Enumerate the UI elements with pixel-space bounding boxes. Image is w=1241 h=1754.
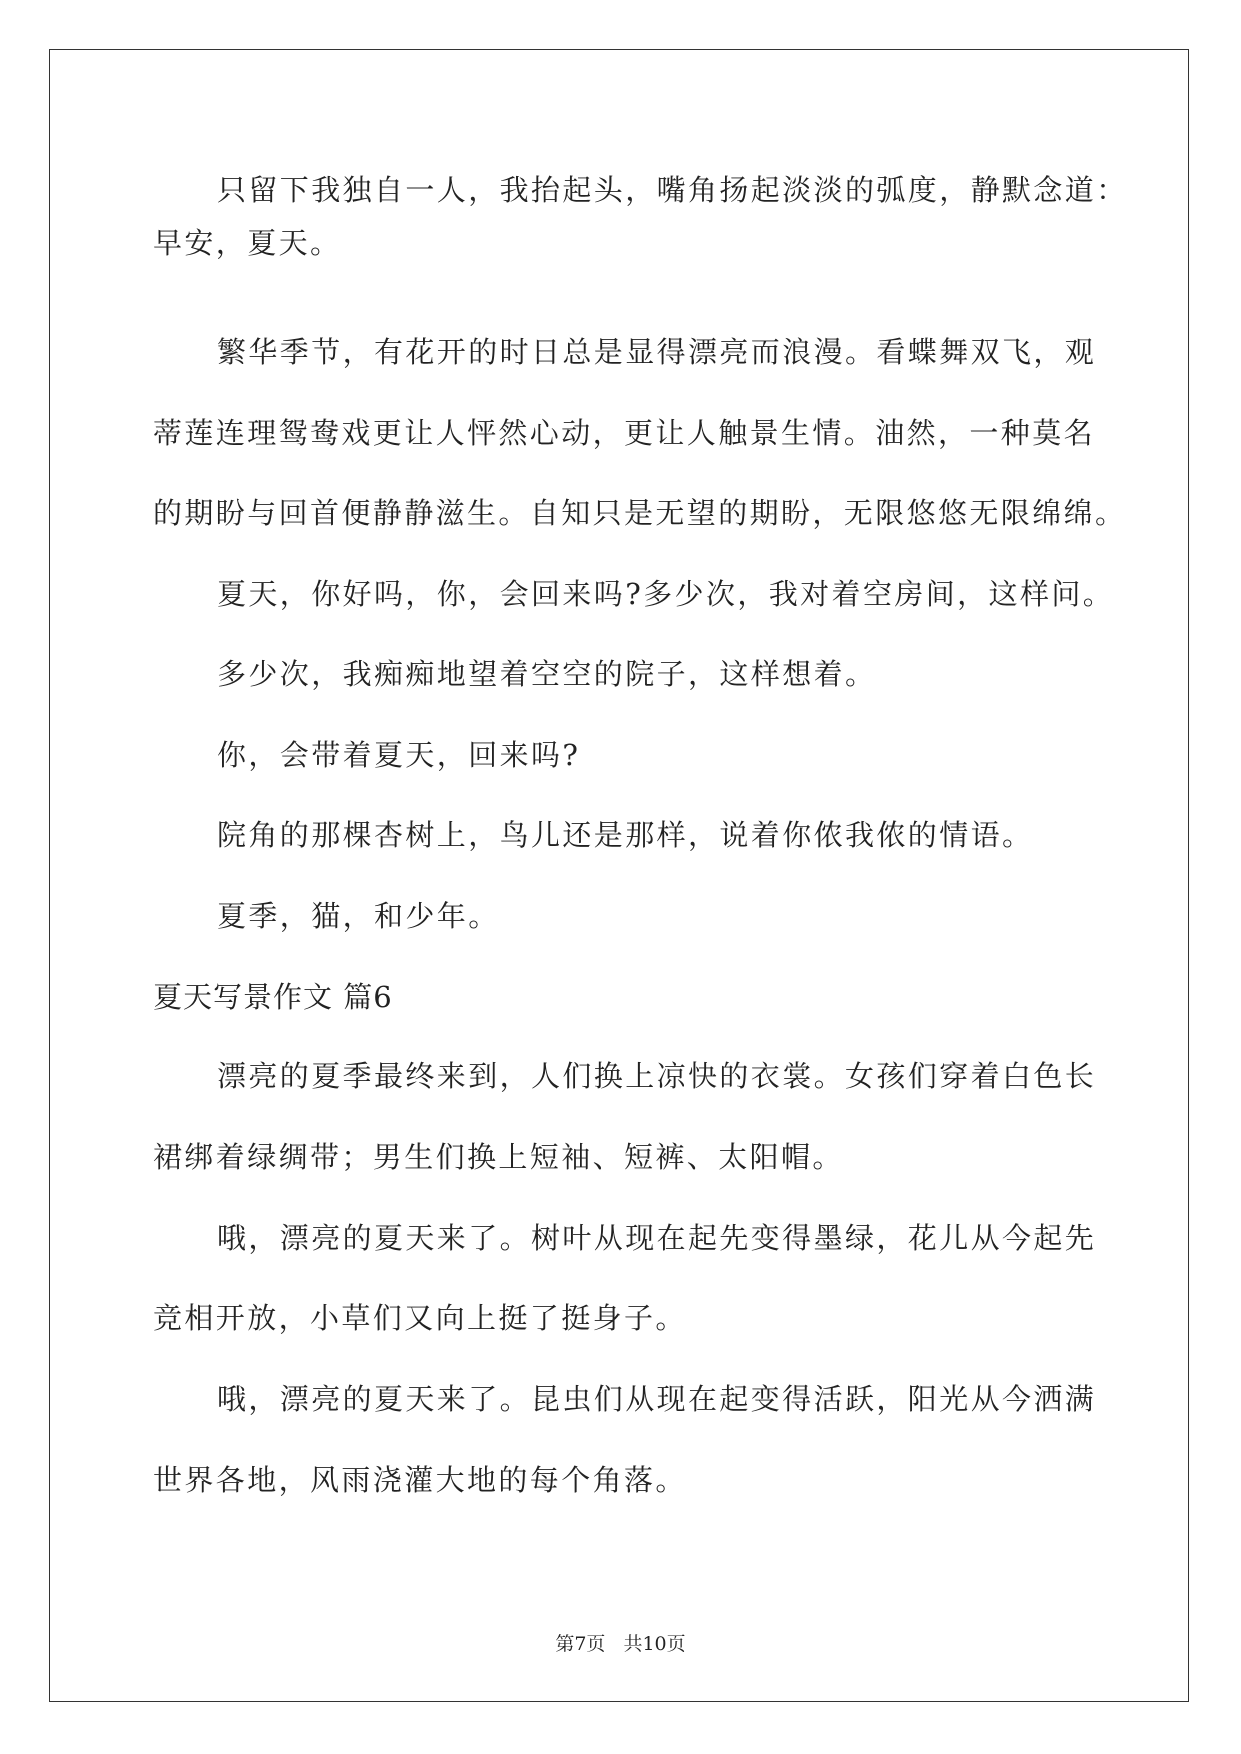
paragraph-line: 的期盼与回首便静静滋生。自知只是无望的期盼，无限悠悠无限绵绵。 xyxy=(153,496,1127,530)
paragraph-line: 裙绑着绿绸带；男生们换上短袖、短裤、太阳帽。 xyxy=(153,1140,844,1174)
paragraph-line: 蒂莲连理鸳鸯戏更让人怦然心动，更让人触景生情。油然，一种莫名 xyxy=(153,416,1096,450)
paragraph-line: 夏天，你好吗，你，会回来吗?多少次，我对着空房间，这样问。 xyxy=(217,577,1115,611)
paragraph-line: 繁华季节，有花开的时日总是显得漂亮而浪漫。看蝶舞双飞，观 xyxy=(217,335,1097,369)
paragraph-line: 漂亮的夏季最终来到，人们换上凉快的衣裳。女孩们穿着白色长 xyxy=(217,1059,1097,1093)
paragraph-line: 院角的那棵杏树上，鸟儿还是那样，说着你侬我侬的情语。 xyxy=(217,818,1034,852)
paragraph-line: 你，会带着夏天，回来吗? xyxy=(217,738,581,772)
paragraph-line: 早安，夏天。 xyxy=(153,226,342,260)
page-total: 共10页 xyxy=(623,1633,686,1655)
page-footer xyxy=(0,1629,1241,1656)
paragraph-line: 夏季，猫，和少年。 xyxy=(217,899,500,933)
page-frame xyxy=(49,49,1189,1702)
paragraph-line: 哦，漂亮的夏天来了。昆虫们从现在起变得活跃，阳光从今洒满 xyxy=(217,1382,1097,1416)
section-heading: 夏天写景作文 篇6 xyxy=(153,980,393,1014)
page-number: 第7页 xyxy=(555,1633,606,1655)
paragraph-line: 只留下我独自一人，我抬起头，嘴角扬起淡淡的弧度，静默念道： xyxy=(217,173,1128,207)
paragraph-line: 竞相开放，小草们又向上挺了挺身子。 xyxy=(153,1301,687,1335)
paragraph-line: 多少次，我痴痴地望着空空的院子，这样想着。 xyxy=(217,657,877,691)
paragraph-line: 世界各地，风雨浇灌大地的每个角落。 xyxy=(153,1463,687,1497)
paragraph-line: 哦，漂亮的夏天来了。树叶从现在起先变得墨绿，花儿从今起先 xyxy=(217,1221,1097,1255)
